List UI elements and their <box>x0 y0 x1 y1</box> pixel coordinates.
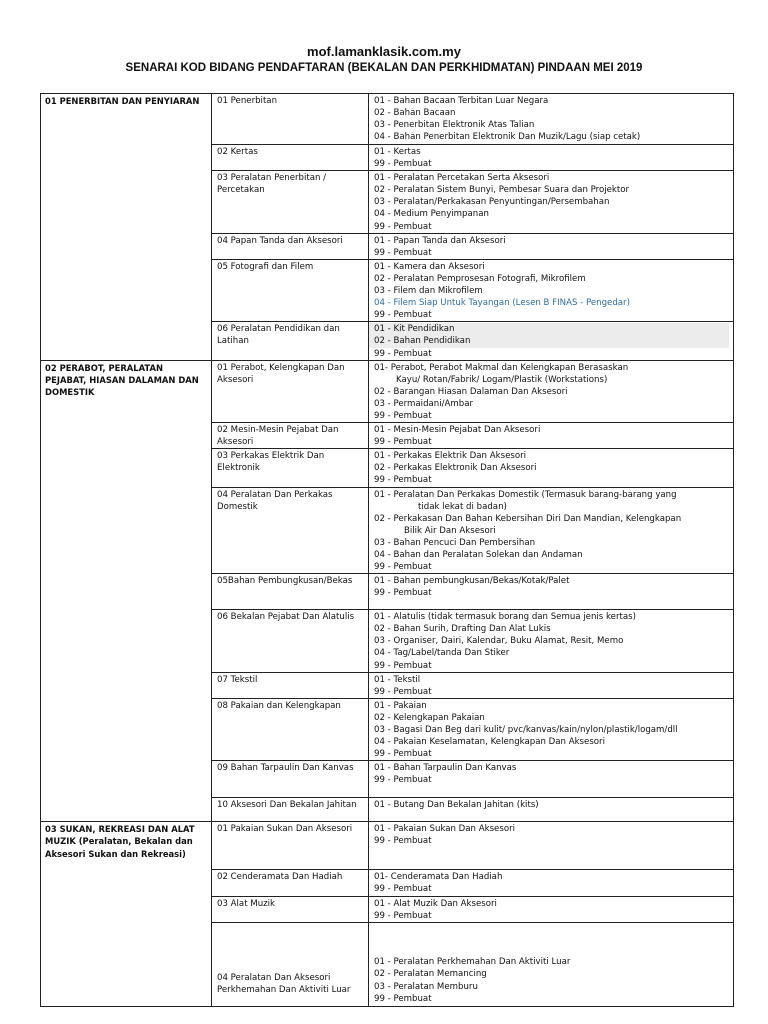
items-cell: 01- Perabot, Perabot Makmal dan Kelengkapan Berasaskan Kayu/ Rotan/Fabrik/ Logam/Plastik (Workstations) 02 - Barangan Hiasan Dalaman Dan Aksesori 03 - Permaidani/Ambar 99 - Pembuat <box>369 360 734 422</box>
items-cell: 01 - Pakaian 02 - Kelengkapan Pakaian 03 - Bagasi Dan Beg dari kulit/ pvc/kanvas/kain/nylon/plastik/logam/dll 04 - Pakaian Keselamatan, Kelengkapan Dan Aksesori 99 - Pembuat <box>369 698 734 760</box>
items-cell: 01 - Kertas 99 - Pembuat <box>369 145 734 171</box>
code-table <box>40 93 734 1007</box>
table-row <box>41 94 734 145</box>
category-cell: 03 SUKAN, REKREASI DAN ALAT MUZIK (Peralatan, Bekalan dan Aksesori Sukan dan Rekreasi) <box>41 822 212 1006</box>
items-cell: 01 - Alat Muzik Dan Aksesori 99 - Pembuat <box>369 896 734 922</box>
subcategory-cell: 01 Perabot, Kelengkapan Dan Aksesori <box>212 360 369 422</box>
subcategory-cell: 03 Alat Muzik <box>212 896 369 922</box>
items-cell: 01 - Bahan Bacaan Terbitan Luar Negara 02 - Bahan Bacaan 03 - Penerbitan Elektronik Atas Talian 04 - Bahan Penerbitan Elektronik Dan Muzik/Lagu (siap cetak) <box>369 94 734 145</box>
items-cell: 01 - Peralatan Perkhemahan Dan Aktiviti Luar 02 - Peralatan Memancing 03 - Peralatan Memburu 99 - Pembuat <box>369 922 734 1006</box>
document-title: SENARAI KOD BIDANG PENDAFTARAN (BEKALAN DAN PERKHIDMATAN) PINDAAN MEI 2019 <box>125 62 643 74</box>
subcategory-cell: 03 Peralatan Penerbitan / Percetakan <box>212 171 369 233</box>
subcategory-cell: 02 Kertas <box>212 145 369 171</box>
subcategory-cell: 04 Papan Tanda dan Aksesori <box>212 233 369 259</box>
table-row <box>41 822 734 870</box>
subcategory-cell: 06 Peralatan Pendidikan dan Latihan <box>212 322 369 360</box>
items-cell: 01 - Kamera dan Aksesori 02 - Peralatan Pemprosesan Fotografi, Mikrofilem 03 - Filem dan Mikrofilem 04 - Filem Siap Untuk Tayangan (Lesen B FINAS - Pengedar) 99 - Pembuat <box>369 259 734 321</box>
subcategory-cell: 04 Peralatan Dan Perkakas Domestik <box>212 487 369 574</box>
subcategory-cell: 07 Tekstil <box>212 672 369 698</box>
subcategory-cell: 05 Fotografi dan Filem <box>212 259 369 321</box>
items-cell: 01 - Perkakas Elektrik Dan Aksesori 02 - Perkakas Elektronik Dan Aksesori 99 - Pembuat <box>369 449 734 487</box>
items-cell: 01 - Mesin-Mesin Pejabat Dan Aksesori 99 - Pembuat <box>369 423 734 449</box>
items-cell: 01 - Kit Pendidikan 02 - Bahan Pendidikan 99 - Pembuat <box>369 322 734 360</box>
subcategory-cell: 05Bahan Pembungkusan/Bekas <box>212 574 369 610</box>
items-cell: 01 - Tekstil 99 - Pembuat <box>369 672 734 698</box>
items-cell: 01 - Butang Dan Bekalan Jahitan (kits) <box>369 798 734 822</box>
items-cell: 01 - Bahan pembungkusan/Bekas/Kotak/Palet 99 - Pembuat <box>369 574 734 610</box>
items-cell: 01- Cenderamata Dan Hadiah 99 - Pembuat <box>369 870 734 896</box>
items-cell: 01 - Pakaian Sukan Dan Aksesori 99 - Pembuat <box>369 822 734 870</box>
items-cell: 01 - Peralatan Percetakan Serta Aksesori 02 - Peralatan Sistem Bunyi, Pembesar Suara dan Projektor 03 - Peralatan/Perkakasan Penyuntingan/Persembahan 04 - Medium Penyimpanan 99 - Pembuat <box>369 171 734 233</box>
subcategory-cell: 10 Aksesori Dan Bekalan Jahitan <box>212 798 369 822</box>
subcategory-cell: 02 Mesin-Mesin Pejabat Dan Aksesori <box>212 423 369 449</box>
items-cell: 01 - Peralatan Dan Perkakas Domestik (Termasuk barang-barang yang tidak lekat di badan) 02 - Perkakasan Dan Bahan Kebersihan Diri Dan Mandian, Kelengkapan Bilik Air Dan Aksesori 03 - Bahan Pencuci Dan Pembersihan 04 - Bahan dan Peralatan Solekan dan Andaman 99 - Pembuat <box>369 487 734 574</box>
category-cell: 01 PENERBITAN DAN PENYIARAN <box>41 94 212 361</box>
items-cell: 01 - Alatulis (tidak termasuk borang dan Semua jenis kertas) 02 - Bahan Surih, Drafting Dan Alat Lukis 03 - Organiser, Dairi, Kalendar, Buku Alamat, Resit, Memo 04 - Tag/Label/tanda Dan Stiker 99 - Pembuat <box>369 610 734 672</box>
subcategory-cell: 04 Peralatan Dan Aksesori Perkhemahan Dan Aktiviti Luar <box>212 922 369 1006</box>
items-cell: 01 - Papan Tanda dan Aksesori 99 - Pembuat <box>369 233 734 259</box>
subcategory-cell: 02 Cenderamata Dan Hadiah <box>212 870 369 896</box>
subcategory-cell: 01 Pakaian Sukan Dan Aksesori <box>212 822 369 870</box>
subcategory-cell: 01 Penerbitan <box>212 94 369 145</box>
table-row <box>41 360 734 422</box>
items-cell: 01 - Bahan Tarpaulin Dan Kanvas 99 - Pembuat <box>369 761 734 798</box>
subcategory-cell: 06 Bekalan Pejabat Dan Alatulis <box>212 610 369 672</box>
site-name: mof.lamanklasik.com.my <box>307 44 461 59</box>
subcategory-cell: 08 Pakaian dan Kelengkapan <box>212 698 369 760</box>
subcategory-cell: 09 Bahan Tarpaulin Dan Kanvas <box>212 761 369 798</box>
finas-link[interactable]: 04 - Filem Siap Untuk Tayangan (Lesen B FINAS - Pengedar) <box>374 298 630 309</box>
subcategory-cell: 03 Perkakas Elektrik Dan Elektronik <box>212 449 369 487</box>
category-cell: 02 PERABOT, PERALATAN PEJABAT, HIASAN DALAMAN DAN DOMESTIK <box>41 360 212 822</box>
